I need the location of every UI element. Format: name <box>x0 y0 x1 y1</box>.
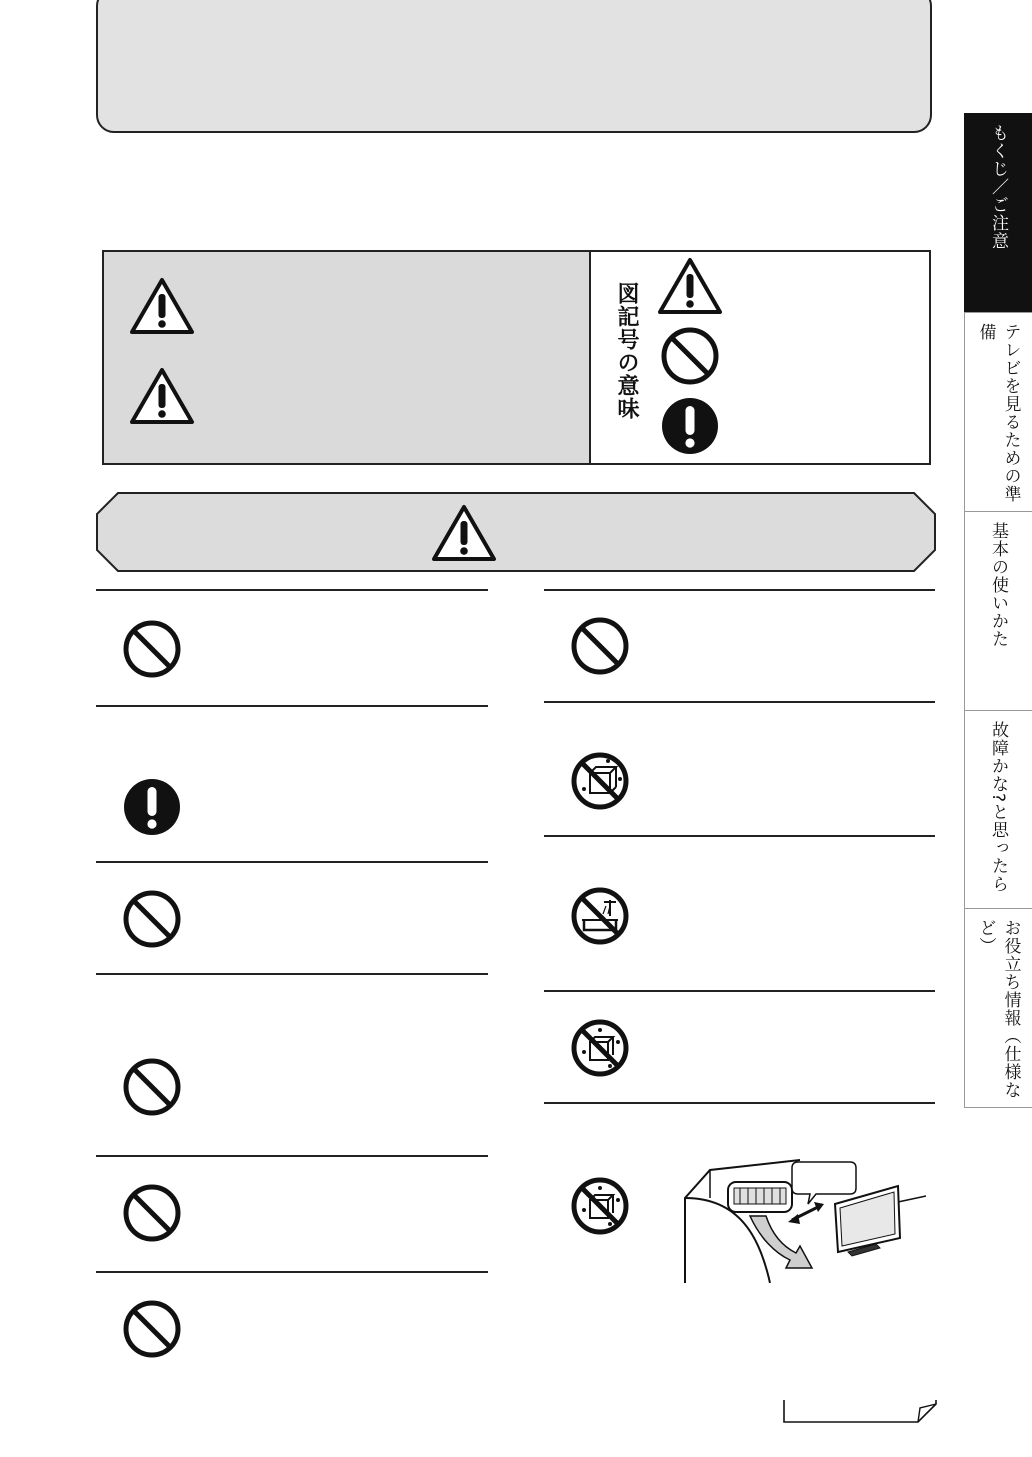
prohibited-icon <box>122 1299 182 1359</box>
right-rule-2 <box>544 701 935 703</box>
page-turn-icon[interactable] <box>782 1398 938 1424</box>
no-bath-shower-icon <box>570 886 630 946</box>
legend-title: 図記号の意味 <box>614 282 639 420</box>
right-rule-4 <box>544 990 935 992</box>
side-tab-basic-usage[interactable] <box>964 511 1032 710</box>
side-tab-useful-info[interactable] <box>964 908 1032 1107</box>
side-tab-contents[interactable] <box>964 113 1032 312</box>
legend-mandatory-icon <box>660 396 720 456</box>
no-water-icon <box>570 751 630 811</box>
prohibited-icon <box>570 616 630 676</box>
side-tab-bottom-rule <box>964 1107 1032 1108</box>
header-box <box>96 0 932 133</box>
side-tab-label: テレビを見るための準備 <box>975 323 1021 503</box>
legend-divider <box>589 250 591 465</box>
banner-warning-icon <box>430 503 498 563</box>
side-tab-label: もくじ／ご注意 <box>988 124 1008 250</box>
mandatory-exclamation-icon <box>122 777 182 837</box>
warning-banner <box>96 492 936 572</box>
left-rule-4 <box>96 973 488 975</box>
caution-triangle-icon <box>128 366 196 426</box>
prohibited-icon <box>122 1183 182 1243</box>
left-rule-6 <box>96 1271 488 1273</box>
left-rule-3 <box>96 861 488 863</box>
left-rule-1 <box>96 589 488 591</box>
side-tab-label: 故障かな?と思ったら <box>988 721 1008 894</box>
right-rule-3 <box>544 835 935 837</box>
side-tab-troubleshooting[interactable] <box>964 710 1032 908</box>
right-rule-5 <box>544 1102 935 1104</box>
prohibited-icon <box>122 889 182 949</box>
left-rule-5 <box>96 1155 488 1157</box>
side-tab-label: お役立ち情報（仕様など） <box>975 919 1021 1099</box>
legend-prohibited-icon <box>660 326 720 386</box>
no-humidity-icon <box>570 1176 630 1236</box>
legend-warning-icon <box>656 256 724 316</box>
left-rule-2 <box>96 705 488 707</box>
air-conditioner-tv-illustration <box>680 1158 930 1283</box>
prohibited-icon <box>122 619 182 679</box>
side-tab-label: 基本の使いかた <box>988 522 1008 648</box>
no-humidity-icon <box>570 1018 630 1078</box>
right-rule-1 <box>544 589 935 591</box>
side-tab-preparation[interactable] <box>964 312 1032 511</box>
prohibited-icon <box>122 1057 182 1117</box>
warning-triangle-icon <box>128 276 196 336</box>
